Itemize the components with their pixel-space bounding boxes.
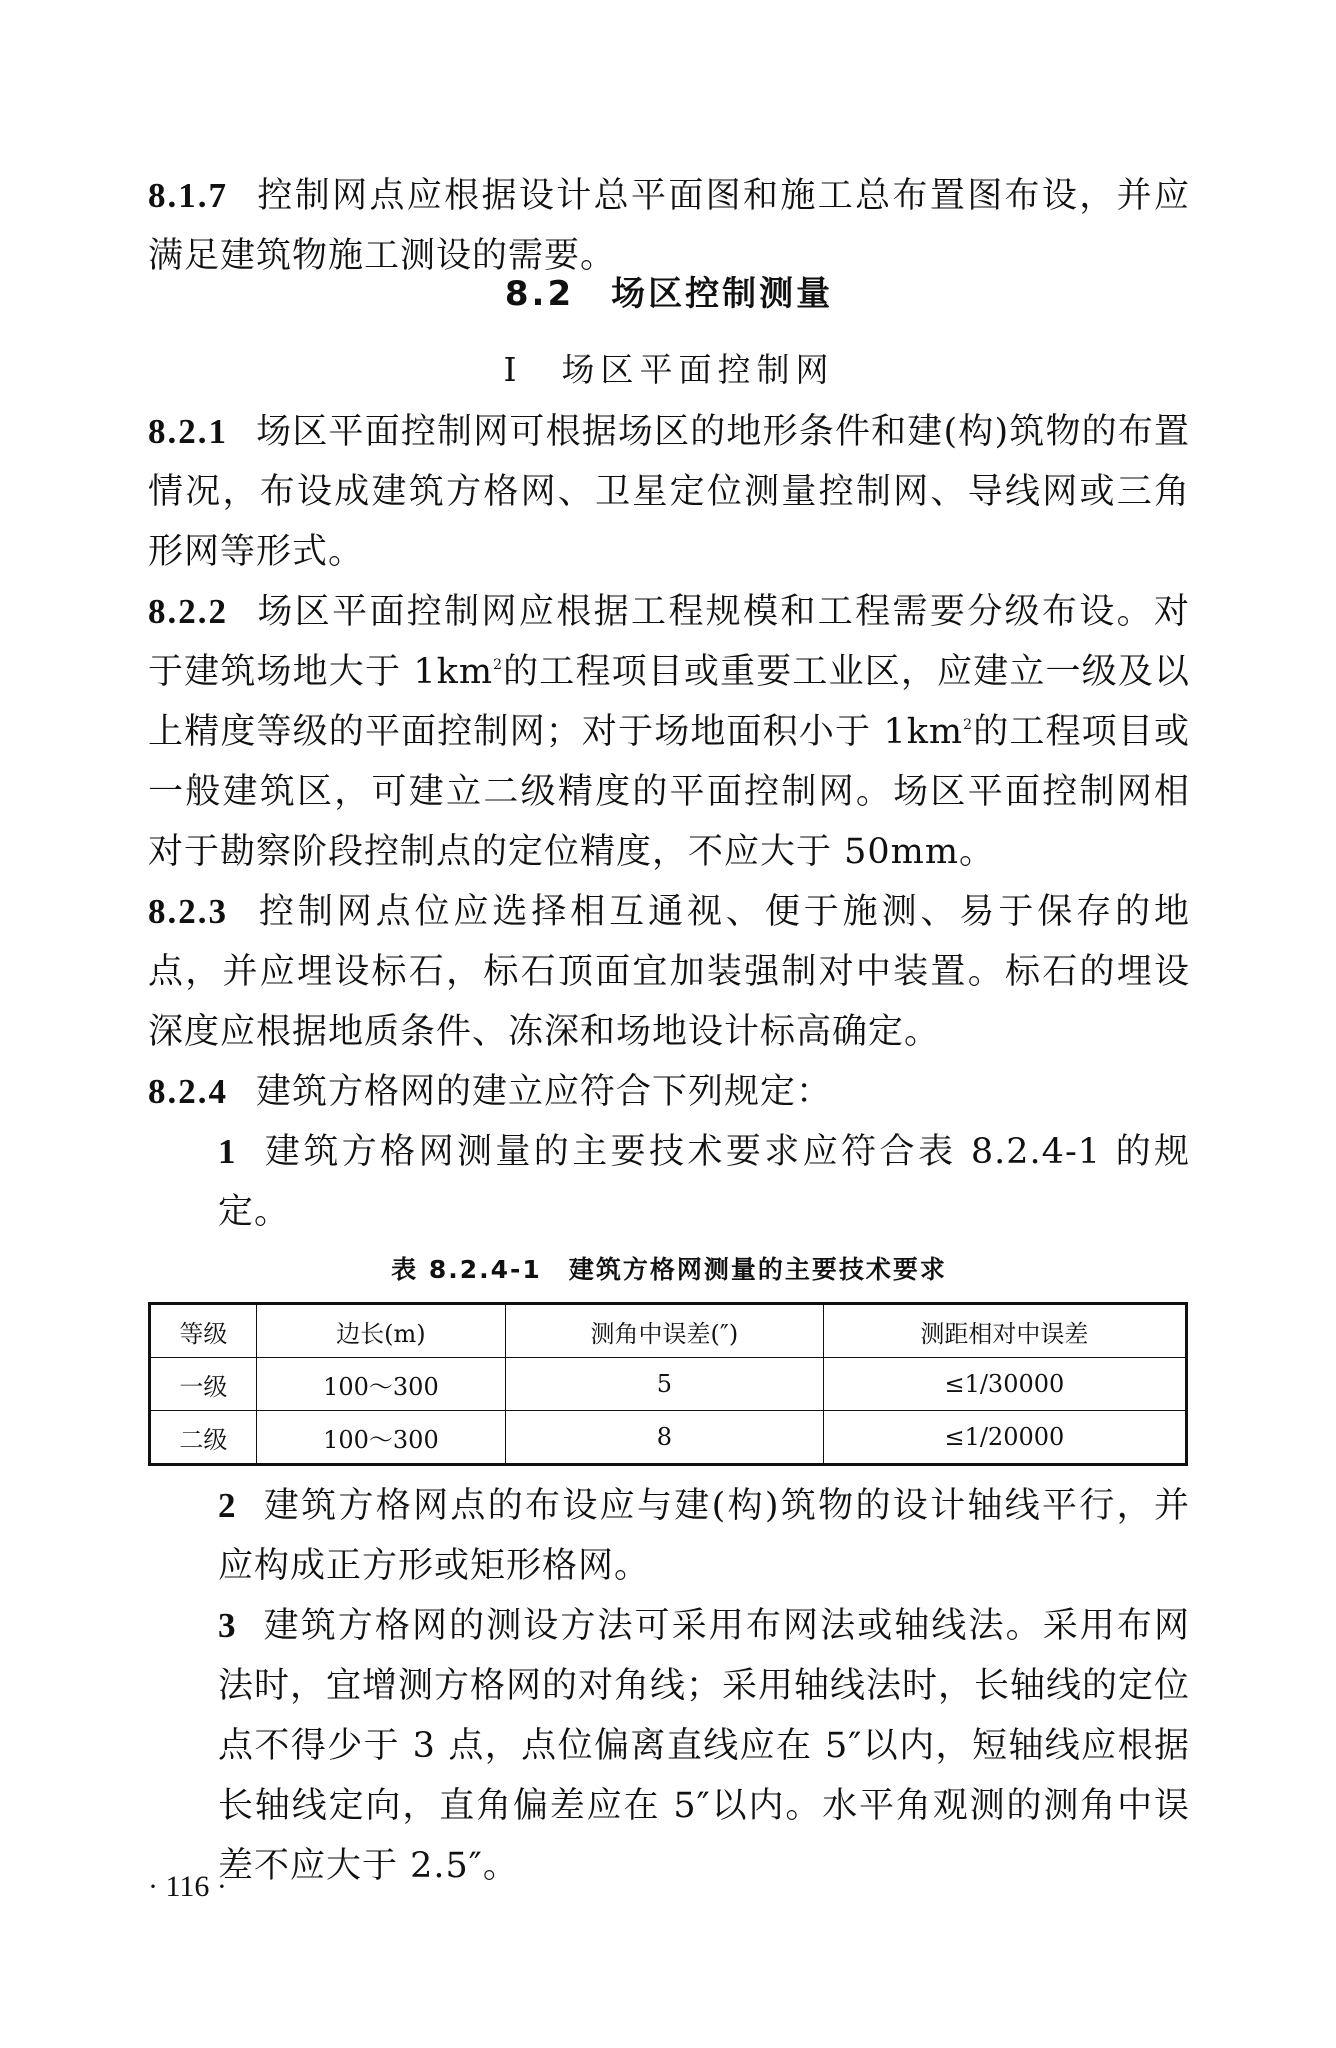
table-header-cell: 边长(m): [256, 1304, 505, 1358]
item-2: [148, 1476, 1190, 1596]
clause-number: 8.2.3: [148, 892, 228, 931]
body-text-block: [148, 402, 1190, 1896]
table-caption: 表 8.2.4-1 建筑方格网测量的主要技术要求: [391, 1255, 947, 1284]
item-text: 建筑方格网的测设方法可采用布网法或轴线法。采用布网法时，宜增测方格网的对角线；采用轴线法时，长轴线的定位点不得少于 3 点，点位偏离直线应在 5″以内，短轴线应根据长轴线定向，直角偏差应在 5″以内。水平角观测的测角中误差不应大于 2.5″。: [218, 1606, 1191, 1886]
table-header-cell: 等级: [150, 1304, 257, 1358]
clause-text: 场区平面控制网可根据场区的地形条件和建(构)筑物的布置情况，布设成建筑方格网、卫星定位测量控制网、导线网或三角形网等形式。: [148, 412, 1190, 572]
table-header-cell: 测距相对中误差: [823, 1304, 1186, 1358]
superscript: 2: [963, 717, 974, 733]
table-cell: ≤1/30000: [823, 1358, 1186, 1411]
item-text: 建筑方格网点的布设应与建(构)筑物的设计轴线平行，并应构成正方形或矩形格网。: [218, 1486, 1190, 1586]
table-row: [150, 1411, 1187, 1465]
section-title: 8.2 场区控制测量: [504, 274, 834, 314]
clause-number: 8.2.1: [148, 412, 228, 451]
superscript: 2: [493, 657, 503, 673]
clause-number: 8.1.7: [148, 176, 228, 215]
clause-8-2-2: [148, 582, 1190, 882]
page-number: · 116 ·: [148, 1870, 227, 1903]
item-1: [148, 1122, 1190, 1242]
clause-8-2-3: [148, 882, 1190, 1062]
clause-number: 8.2.2: [148, 592, 228, 631]
item-number: 1: [218, 1132, 237, 1171]
item-number: 3: [218, 1606, 237, 1645]
table-cell: 100～300: [256, 1411, 505, 1465]
clause-number: 8.2.4: [148, 1072, 228, 1111]
clause-text: 建筑方格网的建立应符合下列规定：: [256, 1072, 833, 1112]
item-3: [148, 1596, 1190, 1896]
table-cell: 5: [506, 1358, 824, 1411]
spec-table: [148, 1302, 1188, 1466]
table-cell: 二级: [150, 1411, 257, 1465]
clause-8-2-4: [148, 1062, 1190, 1122]
clause-text: 控制网点位应选择相互通视、便于施测、易于保存的地点，并应埋设标石，标石顶面宜加装强制对中装置。标石的埋设深度应根据地质条件、冻深和场地设计标高确定。: [148, 892, 1190, 1052]
clause-text: 控制网点应根据设计总平面图和施工总布置图布设，并应满足建筑物施工测设的需要。: [148, 176, 1190, 276]
table-cell: 一级: [150, 1358, 257, 1411]
subsection-title: Ⅰ 场区平面控制网: [503, 350, 835, 389]
table-cell: 8: [506, 1411, 824, 1465]
item-text: 建筑方格网测量的主要技术要求应符合表 8.2.4-1 的规定。: [218, 1132, 1190, 1232]
table-cell: ≤1/20000: [823, 1411, 1186, 1465]
clause-8-2-1: [148, 402, 1190, 582]
clause-text-b: 的工程项目或重要工业区，应建立一级及以上精度等级的平面控制网；对于场地面积小于 1km: [148, 652, 1190, 752]
clause-text-a: 场区平面控制网应根据工程规模和工程需要分级布设。对于建筑场地大于 1km: [148, 592, 1190, 692]
table-row: [150, 1358, 1187, 1411]
clause-text-c: 的工程项目或一般建筑区，可建立二级精度的平面控制网。场区平面控制网相对于勘察阶段控制点的定位精度，不应大于 50mm。: [148, 712, 1190, 872]
item-number: 2: [218, 1486, 237, 1525]
table-cell: 100～300: [256, 1358, 505, 1411]
table-header-row: [150, 1304, 1187, 1358]
table-header-cell: 测角中误差(″): [506, 1304, 824, 1358]
